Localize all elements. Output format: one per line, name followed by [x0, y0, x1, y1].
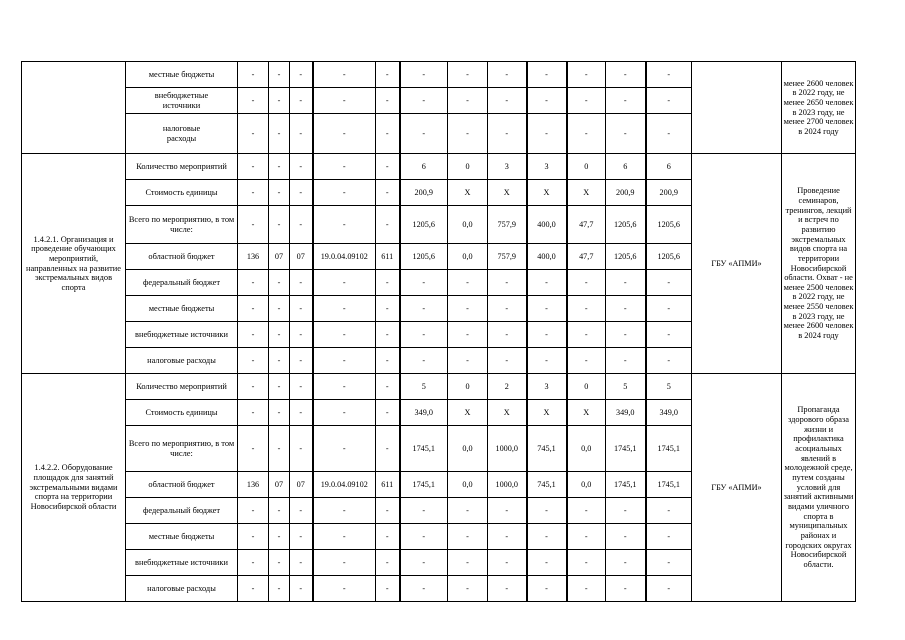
table-cell: - [313, 498, 376, 524]
table-cell: - [313, 62, 376, 88]
table-cell: - [290, 88, 313, 114]
table-cell: - [238, 524, 269, 550]
source-label: Стоимость единицы [126, 400, 238, 426]
table-cell: - [567, 62, 606, 88]
table-cell: - [400, 524, 448, 550]
table-cell: - [290, 114, 313, 154]
table-cell: - [376, 498, 400, 524]
table-cell: 136 [238, 472, 269, 498]
table-cell: - [400, 270, 448, 296]
table-cell: 47,7 [567, 206, 606, 244]
table-cell: - [238, 88, 269, 114]
table-cell: - [646, 498, 692, 524]
table-cell: - [313, 400, 376, 426]
table-cell: X [488, 400, 527, 426]
table-cell: - [269, 348, 290, 374]
table-cell: - [400, 550, 448, 576]
table-cell: - [290, 426, 313, 472]
table-cell: 07 [269, 244, 290, 270]
table-cell: - [527, 62, 567, 88]
table-cell: - [488, 576, 527, 602]
table-cell: - [376, 400, 400, 426]
table-cell: - [238, 498, 269, 524]
table-cell: - [269, 296, 290, 322]
table-cell: 1745,1 [400, 426, 448, 472]
executor-cell: ГБУ «АПМИ» [692, 374, 782, 602]
table-cell: - [269, 524, 290, 550]
table-cell: - [290, 374, 313, 400]
table-cell: 349,0 [646, 400, 692, 426]
table-cell: - [400, 296, 448, 322]
table-cell: - [567, 114, 606, 154]
table-cell: - [238, 270, 269, 296]
table-cell: 1745,1 [646, 426, 692, 472]
table-cell: - [269, 114, 290, 154]
table-cell: - [646, 296, 692, 322]
table-cell: - [290, 270, 313, 296]
table-cell: X [567, 180, 606, 206]
table-cell: - [646, 348, 692, 374]
table-cell: - [290, 550, 313, 576]
table-cell: - [488, 296, 527, 322]
table-cell: - [400, 322, 448, 348]
table-cell: - [269, 576, 290, 602]
table-body [22, 62, 856, 602]
table-cell: - [606, 524, 646, 550]
table-cell: - [527, 576, 567, 602]
table-cell: - [313, 114, 376, 154]
table-cell: - [313, 524, 376, 550]
table-cell: X [448, 400, 488, 426]
table-cell: 611 [376, 244, 400, 270]
table-cell: 6 [646, 154, 692, 180]
table-cell: - [290, 296, 313, 322]
table-cell: - [238, 374, 269, 400]
table-cell: 349,0 [400, 400, 448, 426]
source-label: Стоимость единицы [126, 180, 238, 206]
table-cell: - [646, 524, 692, 550]
table-cell: - [238, 550, 269, 576]
table-cell: - [567, 270, 606, 296]
table-cell: X [448, 180, 488, 206]
table-cell: 3 [527, 154, 567, 180]
table-cell: - [238, 322, 269, 348]
table-cell: - [400, 88, 448, 114]
source-label: Количество мероприятий [126, 374, 238, 400]
table-cell: - [606, 88, 646, 114]
table-cell: - [646, 88, 692, 114]
table-cell: 200,9 [400, 180, 448, 206]
table-cell: - [606, 348, 646, 374]
table-cell: X [527, 400, 567, 426]
table-cell: - [606, 270, 646, 296]
table-cell: 1205,6 [400, 206, 448, 244]
table-cell: - [488, 270, 527, 296]
table-cell: - [448, 62, 488, 88]
table-cell: - [646, 62, 692, 88]
table-cell: - [376, 374, 400, 400]
source-label: внебюджетные источники [126, 88, 238, 114]
table-cell: - [400, 114, 448, 154]
activity-name-cell: 1.4.2.1. Организация и проведение обучающих мероприятий, направленных на развитие экстремальных видов спорта [22, 154, 126, 374]
table-cell: 0 [448, 154, 488, 180]
table-cell: 745,1 [527, 472, 567, 498]
table-cell: 200,9 [606, 180, 646, 206]
table-cell: 757,9 [488, 244, 527, 270]
table-cell: - [527, 114, 567, 154]
table-cell: 1000,0 [488, 472, 527, 498]
table-cell: - [606, 550, 646, 576]
source-label: федеральный бюджет [126, 498, 238, 524]
source-label: Всего по мероприятию, в том числе: [126, 426, 238, 472]
table-cell: - [400, 62, 448, 88]
source-label: областной бюджет [126, 472, 238, 498]
table-cell: - [448, 576, 488, 602]
table-cell: 0 [567, 374, 606, 400]
table-cell: - [269, 88, 290, 114]
result-cell: Пропаганда здорового образа жизни и профилактика асоциальных явлений в молодежной среде, путем созданы условий для занятий активными видами уличного спорта в муниципальных районах и городских округах Новосибирской области. [782, 374, 856, 602]
table-cell: 0,0 [448, 472, 488, 498]
table-cell: - [313, 374, 376, 400]
table-cell: - [313, 322, 376, 348]
table-cell: X [488, 180, 527, 206]
table-cell: - [646, 114, 692, 154]
table-cell: - [238, 114, 269, 154]
table-cell: 5 [400, 374, 448, 400]
table-cell: 745,1 [527, 426, 567, 472]
table-cell: 6 [606, 154, 646, 180]
table-cell: - [290, 400, 313, 426]
table-cell: - [290, 62, 313, 88]
table-cell: - [290, 498, 313, 524]
table-cell: 1745,1 [646, 472, 692, 498]
table-cell: 6 [400, 154, 448, 180]
table-cell: - [488, 550, 527, 576]
table-cell: 0,0 [448, 206, 488, 244]
table-cell: - [269, 62, 290, 88]
table-cell: - [313, 550, 376, 576]
table-cell: - [646, 270, 692, 296]
table-cell: - [238, 296, 269, 322]
table-cell: 47,7 [567, 244, 606, 270]
table-cell: - [376, 550, 400, 576]
table-cell: - [290, 206, 313, 244]
table-row [22, 154, 856, 180]
table-cell: - [269, 498, 290, 524]
source-label: налоговые расходы [126, 114, 238, 154]
table-cell: - [269, 180, 290, 206]
table-cell: 19.0.04.09102 [313, 244, 376, 270]
table-cell: - [313, 270, 376, 296]
table-cell: - [646, 550, 692, 576]
program-table [21, 61, 856, 602]
table-cell: - [313, 88, 376, 114]
result-cell: менее 2600 человек в 2022 году, не менее 2650 человек в 2023 году, не менее 2700 человек в 2024 году [782, 62, 856, 154]
table-cell: 0 [567, 154, 606, 180]
table-cell: - [313, 206, 376, 244]
table-cell: - [290, 524, 313, 550]
table-cell: - [376, 180, 400, 206]
source-label: федеральный бюджет [126, 270, 238, 296]
table-cell: - [376, 426, 400, 472]
table-cell: - [290, 348, 313, 374]
table-row [22, 62, 856, 88]
table-row [22, 374, 856, 400]
table-cell: 1205,6 [606, 206, 646, 244]
table-cell: - [376, 114, 400, 154]
executor-cell [692, 62, 782, 154]
table-cell: - [238, 62, 269, 88]
activity-name-cell [22, 62, 126, 154]
table-cell: 5 [606, 374, 646, 400]
table-cell: - [448, 114, 488, 154]
table-cell: - [606, 114, 646, 154]
source-label: местные бюджеты [126, 524, 238, 550]
source-label: местные бюджеты [126, 62, 238, 88]
table-cell: - [313, 426, 376, 472]
source-label: Количество мероприятий [126, 154, 238, 180]
table-cell: 1205,6 [400, 244, 448, 270]
table-cell: - [269, 322, 290, 348]
table-cell: - [646, 322, 692, 348]
table-cell: - [527, 322, 567, 348]
table-cell: 400,0 [527, 244, 567, 270]
table-cell: - [527, 348, 567, 374]
table-cell: - [448, 296, 488, 322]
table-cell: - [606, 322, 646, 348]
table-cell: 1745,1 [400, 472, 448, 498]
table-cell: - [238, 206, 269, 244]
source-label: Всего по мероприятию, в том числе: [126, 206, 238, 244]
table-cell: - [238, 180, 269, 206]
source-label: местные бюджеты [126, 296, 238, 322]
table-cell: - [527, 270, 567, 296]
table-cell: 07 [269, 472, 290, 498]
table-cell: 1745,1 [606, 472, 646, 498]
table-cell: 5 [646, 374, 692, 400]
table-cell: - [448, 348, 488, 374]
table-cell: - [269, 426, 290, 472]
table-cell: 1205,6 [606, 244, 646, 270]
table-cell: 349,0 [606, 400, 646, 426]
table-cell: - [606, 576, 646, 602]
table-cell: - [400, 576, 448, 602]
table-cell: - [269, 154, 290, 180]
table-cell: 0,0 [448, 426, 488, 472]
table-cell: - [448, 270, 488, 296]
table-cell: - [527, 88, 567, 114]
table-cell: - [269, 374, 290, 400]
table-cell: - [290, 154, 313, 180]
table-cell: - [238, 400, 269, 426]
source-label: внебюджетные источники [126, 322, 238, 348]
table-cell: - [448, 524, 488, 550]
table-cell: - [488, 88, 527, 114]
table-cell: - [527, 498, 567, 524]
source-label: областной бюджет [126, 244, 238, 270]
table-cell: - [290, 576, 313, 602]
table-cell: - [313, 348, 376, 374]
table-cell: - [488, 348, 527, 374]
table-cell: - [313, 154, 376, 180]
table-cell: - [376, 524, 400, 550]
table-cell: - [376, 62, 400, 88]
table-cell: - [376, 348, 400, 374]
table-cell: 2 [488, 374, 527, 400]
table-cell: - [313, 180, 376, 206]
table-cell: - [567, 322, 606, 348]
table-cell: - [238, 154, 269, 180]
table-cell: 19.0.04.09102 [313, 472, 376, 498]
table-cell: 07 [290, 472, 313, 498]
table-cell: - [488, 322, 527, 348]
table-cell: - [567, 88, 606, 114]
source-label: налоговые расходы [126, 348, 238, 374]
table-cell: - [376, 270, 400, 296]
table-cell: - [269, 206, 290, 244]
table-cell: - [606, 296, 646, 322]
table-cell: X [567, 400, 606, 426]
table-cell: - [488, 524, 527, 550]
table-cell: - [527, 524, 567, 550]
table-cell: 0,0 [448, 244, 488, 270]
table-cell: - [488, 114, 527, 154]
table-cell: - [269, 270, 290, 296]
table-cell: - [376, 88, 400, 114]
table-cell: 07 [290, 244, 313, 270]
table-cell: - [290, 180, 313, 206]
table-cell: 3 [488, 154, 527, 180]
table-cell: - [400, 498, 448, 524]
table-cell: - [376, 296, 400, 322]
table-cell: 200,9 [646, 180, 692, 206]
table-cell: - [488, 62, 527, 88]
result-cell: Проведение семинаров, тренингов, лекций и встреч по развитию экстремальных видов спорта на территории Новосибирской области. Охват - не менее 2500 человек в 2022 году, не менее 2550 человек в 2023 году, не менее 2600 человек в 2024 году [782, 154, 856, 374]
table-cell: 0,0 [567, 426, 606, 472]
table-cell: - [606, 498, 646, 524]
table-cell: - [448, 322, 488, 348]
table-cell: - [238, 426, 269, 472]
table-cell: - [527, 550, 567, 576]
table-cell: - [269, 400, 290, 426]
table-cell: - [400, 348, 448, 374]
table-cell: 1000,0 [488, 426, 527, 472]
table-cell: - [376, 154, 400, 180]
table-cell: - [527, 296, 567, 322]
table-cell: - [238, 576, 269, 602]
table-cell: - [567, 524, 606, 550]
table-cell: - [646, 576, 692, 602]
table-cell: - [448, 88, 488, 114]
table-cell: 0,0 [567, 472, 606, 498]
table-cell: 1205,6 [646, 206, 692, 244]
table-cell: 400,0 [527, 206, 567, 244]
table-cell: 611 [376, 472, 400, 498]
table-cell: - [376, 576, 400, 602]
executor-cell: ГБУ «АПМИ» [692, 154, 782, 374]
activity-name-cell: 1.4.2.2. Оборудование площадок для занятий экстремальными видами спорта на территории Новосибирской области [22, 374, 126, 602]
source-label: налоговые расходы [126, 576, 238, 602]
table-cell: 3 [527, 374, 567, 400]
table-cell: - [313, 296, 376, 322]
table-cell: 1205,6 [646, 244, 692, 270]
table-cell: 0 [448, 374, 488, 400]
table-cell: - [567, 576, 606, 602]
table-cell: - [567, 296, 606, 322]
table-cell: 136 [238, 244, 269, 270]
table-cell: - [448, 550, 488, 576]
table-cell: - [238, 348, 269, 374]
source-label: внебюджетные источники [126, 550, 238, 576]
table-cell: - [567, 550, 606, 576]
table-cell: - [313, 576, 376, 602]
table-cell: - [269, 550, 290, 576]
table-cell: - [567, 348, 606, 374]
table-cell: - [606, 62, 646, 88]
table-cell: - [567, 498, 606, 524]
table-cell: - [290, 322, 313, 348]
table-cell: - [488, 498, 527, 524]
table-cell: - [448, 498, 488, 524]
table-cell: - [376, 322, 400, 348]
table-cell: - [376, 206, 400, 244]
table-cell: 1745,1 [606, 426, 646, 472]
table-cell: X [527, 180, 567, 206]
table-cell: 757,9 [488, 206, 527, 244]
